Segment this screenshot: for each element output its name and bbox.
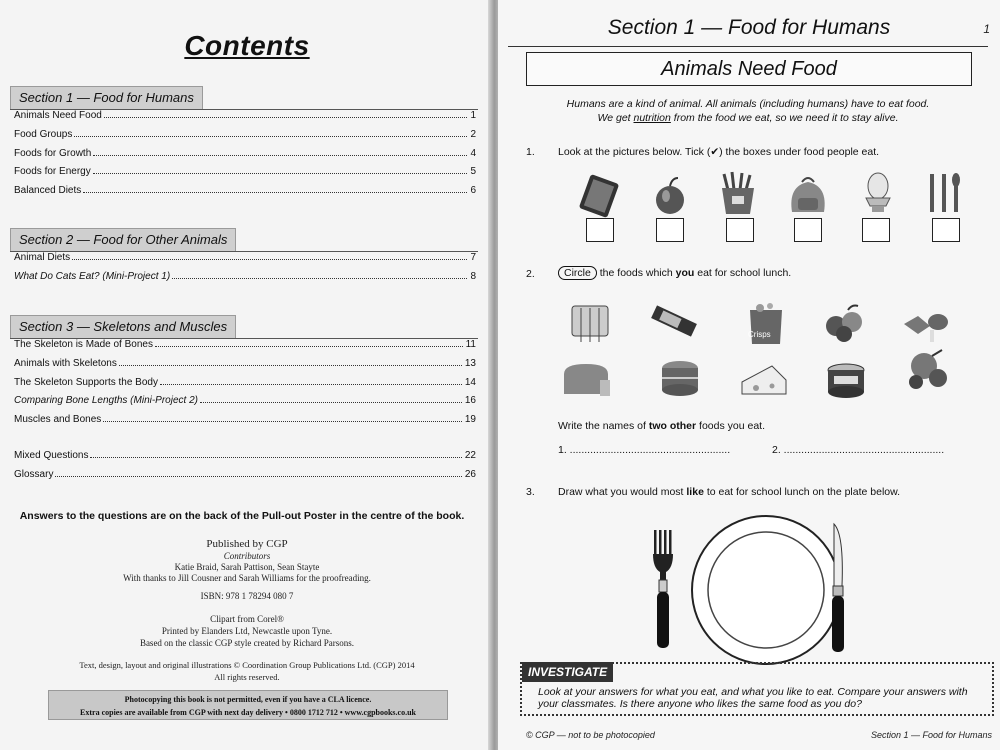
toc-page-number: 11 — [465, 339, 476, 350]
footer-section: Section 1 — Food for Humans — [870, 730, 992, 740]
toc-page-number: 7 — [470, 252, 476, 263]
toc-entry[interactable] — [14, 469, 476, 488]
toc-entry-title: Balanced Diets — [14, 185, 82, 197]
knife-icon — [826, 520, 850, 660]
toc-page-number: 13 — [464, 357, 476, 369]
intro-text: We get — [597, 112, 634, 124]
toc-entry-title: Animals Need Food — [14, 110, 102, 121]
crisps-icon[interactable] — [740, 300, 792, 346]
toc-leader — [74, 136, 467, 137]
isbn: ISBN: 978 1 78294 080 7 — [200, 591, 294, 601]
fork-icon — [653, 530, 673, 648]
tick-box-3[interactable] — [726, 218, 754, 242]
meat-icon[interactable] — [900, 300, 952, 346]
toc-entry-title: Animals with Skeletons — [14, 357, 117, 369]
section-3-heading: Section 3 — Skeletons and Muscles — [10, 315, 236, 339]
ice-lolly-icon[interactable] — [564, 300, 616, 346]
q3-text-pre: Draw what you would most — [558, 486, 687, 498]
toc-entry-title: The Skeleton is Made of Bones — [14, 339, 153, 350]
q2-write-post: foods you eat. — [696, 420, 765, 432]
photocopy-line-1: Photocopying this book is not permitted, even if you have a CLA licence. — [124, 695, 372, 704]
cutlery-icon — [918, 170, 970, 216]
cake-icon[interactable] — [654, 352, 706, 398]
toc-entry-title: Food Groups — [14, 128, 73, 140]
q2-number: 2. — [526, 268, 535, 280]
toc-page-number: 4 — [470, 147, 476, 159]
toc-entry[interactable] — [14, 110, 476, 129]
q2-write-bold: two other — [648, 420, 697, 432]
fruit-icon[interactable] — [818, 300, 870, 346]
toc-page-number: 6 — [470, 185, 476, 197]
tablet-icon — [574, 172, 626, 218]
investigate-text: Look at your answers for what you eat, and what you like to eat. Compare your answers with your classmates. Is there anyone who likes the same food as you do? — [538, 686, 968, 710]
toc-page-number: 14 — [464, 376, 476, 388]
tin-icon[interactable] — [820, 356, 872, 402]
q2-write-prompt — [558, 420, 765, 432]
section-1-toc — [14, 110, 476, 204]
toc-entry[interactable] — [14, 129, 476, 148]
toc-entry-title: Foods for Growth — [14, 147, 92, 159]
q3-text-post: to eat for school lunch on the plate below. — [703, 486, 901, 498]
toc-page-number: 16 — [464, 395, 476, 407]
photocopy-line-2: Extra copies are available from CGP with next day delivery • 0800 1712 712 • www.cgpbooks.co.uk — [80, 708, 416, 717]
toc-page-number: 26 — [464, 468, 476, 480]
backpack-icon — [782, 172, 834, 218]
q2-text — [558, 266, 791, 280]
toc-leader — [155, 346, 463, 347]
tick-box-6[interactable] — [932, 218, 960, 242]
toc-leader — [72, 259, 467, 260]
tick-box-4[interactable] — [794, 218, 822, 242]
answer-blank-2[interactable]: 2. ....................................................... — [772, 444, 945, 456]
page-number: 1 — [983, 22, 990, 36]
section-1-heading: Section 1 — Food for Humans — [10, 86, 203, 110]
q3-text — [558, 486, 900, 498]
toc-entry-title: What Do Cats Eat? (Mini-Project 1) — [14, 270, 171, 282]
toc-entry-title: Animal Diets — [14, 252, 71, 263]
clipart: Clipart from Corel® — [210, 614, 284, 624]
q2-text-bold: you — [675, 267, 695, 279]
toc-entry[interactable] — [14, 339, 476, 358]
toc-entry[interactable] — [14, 450, 476, 469]
photocopy-notice — [48, 690, 448, 720]
toc-leader — [160, 384, 462, 385]
toc-entry-title: Mixed Questions — [14, 450, 89, 461]
toc-entry-title: Comparing Bone Lengths (Mini-Project 2) — [14, 395, 198, 407]
cheese-icon[interactable] — [738, 356, 790, 402]
intro-line-1: Humans are a kind of animal. All animals (including humans) have to eat food. — [566, 98, 930, 110]
tick-box-1[interactable] — [586, 218, 614, 242]
plate-icon[interactable] — [688, 512, 844, 668]
toc-entry-title: The Skeleton Supports the Body — [14, 376, 158, 388]
toc-entry-title: Foods for Energy — [14, 166, 91, 178]
contents-page — [0, 0, 494, 750]
toc-leader — [83, 192, 467, 193]
toc-page-number: 8 — [470, 270, 476, 282]
q2-write-pre: Write the names of — [558, 420, 649, 432]
answer-blank-1[interactable]: 1. ....................................................... — [558, 444, 731, 456]
toc-leader — [103, 421, 462, 422]
footer-copyright: © CGP — not to be photocopied — [526, 730, 655, 740]
worksheet-page — [498, 0, 1000, 750]
header-rule — [508, 46, 988, 47]
intro-line-2 — [538, 112, 958, 124]
toc-entry[interactable] — [14, 395, 476, 414]
toc-leader — [119, 365, 462, 366]
rights: All rights reserved. — [214, 672, 280, 682]
toc-entry[interactable] — [14, 377, 476, 396]
investigate-label: INVESTIGATE — [522, 662, 613, 682]
sweet-wrapper-icon[interactable] — [648, 298, 700, 344]
toc-leader — [93, 173, 468, 174]
apple-icon — [644, 172, 696, 218]
toc-page-number: 22 — [464, 450, 476, 461]
toc-entry[interactable] — [14, 271, 476, 290]
q3-text-bold: like — [686, 486, 704, 498]
egg-icon — [852, 170, 904, 216]
contributors-label: Contributors — [223, 551, 271, 561]
q2-text-post: eat for school lunch. — [694, 267, 792, 279]
toc-leader — [172, 278, 467, 279]
toc-leader — [200, 402, 462, 403]
based-on: Based on the classic CGP style created by Richard Parsons. — [139, 638, 355, 648]
section-3-toc — [14, 339, 476, 433]
toc-entry-title: Glossary — [14, 468, 54, 480]
toc-entry[interactable] — [14, 166, 476, 185]
q2-text-pre: the foods which — [596, 267, 676, 279]
vegetables-icon[interactable] — [902, 348, 954, 394]
page-title: Animals Need Food — [526, 52, 972, 86]
crisps-label: Crisps — [748, 330, 771, 339]
circle-word: Circle — [558, 266, 597, 280]
toc-entry[interactable] — [14, 414, 476, 433]
toc-entry[interactable] — [14, 185, 476, 204]
published-by: Published by CGP — [206, 538, 288, 550]
toc-page-number: 2 — [470, 128, 476, 140]
toc-page-number: 5 — [470, 166, 476, 178]
toc-entry[interactable] — [14, 252, 476, 271]
nutrition-word: nutrition — [633, 112, 671, 124]
toc-leader — [104, 117, 468, 118]
toc-entry[interactable] — [14, 148, 476, 167]
extra-toc — [14, 450, 476, 488]
toc-leader — [90, 457, 461, 458]
section-header: Section 1 — Food for Humans — [607, 16, 891, 39]
q1-number: 1. — [526, 146, 535, 158]
copyright: Text, design, layout and original illustrations © Coordination Group Publications Ltd. (CGP) 2014 — [79, 660, 415, 670]
q1-text: Look at the pictures below. Tick (✔) the boxes under food people eat. — [558, 146, 880, 158]
toc-page-number: 19 — [464, 414, 476, 426]
section-2-toc — [14, 252, 476, 290]
printed: Printed by Elanders Ltd, Newcastle upon Tyne. — [161, 626, 333, 636]
toc-entry[interactable] — [14, 358, 476, 377]
answers-note: Answers to the questions are on the back of the Pull-out Poster in the centre of the book. — [19, 510, 465, 522]
contributors: Katie Braid, Sarah Pattison, Sean Stayte — [174, 562, 320, 572]
intro-text-end: from the food we eat, so we need it to stay alive. — [670, 112, 899, 124]
section-2-heading: Section 2 — Food for Other Animals — [10, 228, 236, 252]
tick-box-5[interactable] — [862, 218, 890, 242]
toc-leader — [55, 476, 461, 477]
thanks: With thanks to Jill Cousner and Sarah Williams for the proofreading. — [123, 573, 371, 583]
toc-page-number: 1 — [470, 110, 476, 121]
fries-icon — [712, 170, 764, 216]
contents-title: Contents — [184, 30, 310, 61]
bread-icon[interactable] — [560, 356, 612, 402]
toc-leader — [93, 155, 467, 156]
q3-number: 3. — [526, 486, 535, 498]
tick-box-2[interactable] — [656, 218, 684, 242]
toc-entry-title: Muscles and Bones — [14, 414, 102, 426]
